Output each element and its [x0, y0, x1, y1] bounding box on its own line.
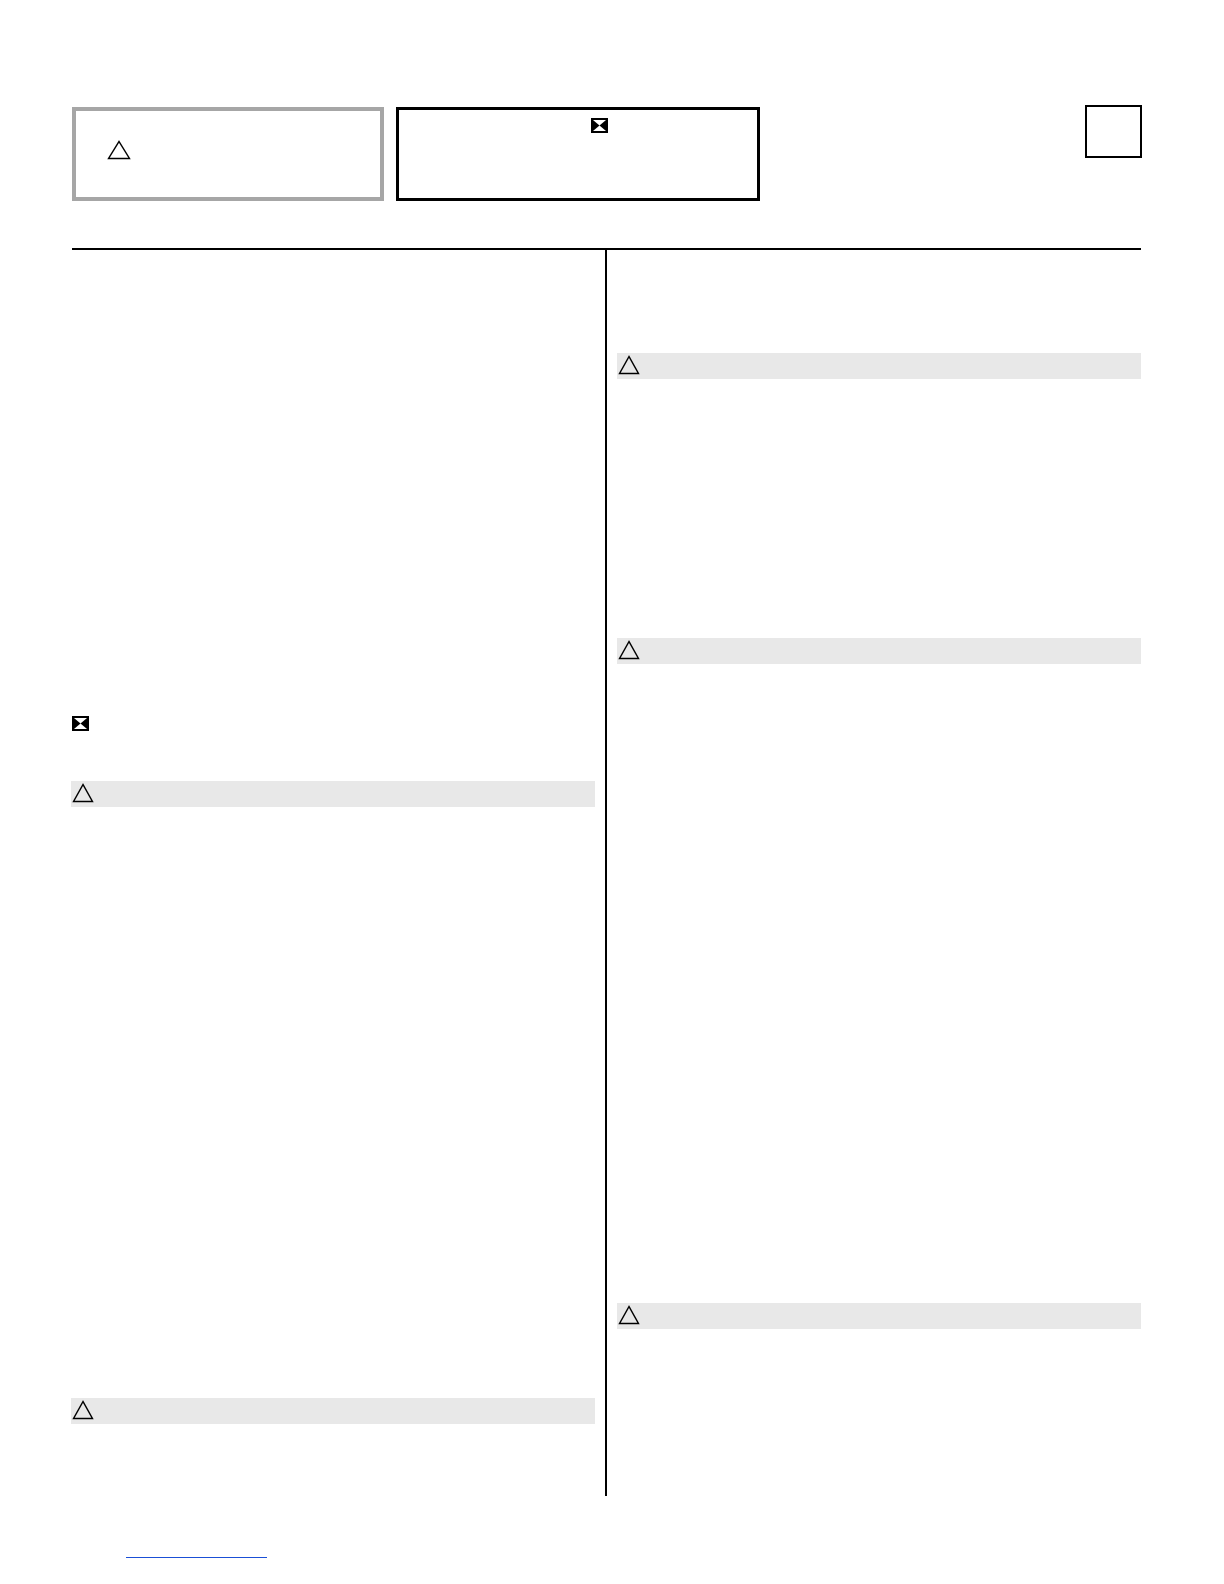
warning-bar	[617, 638, 1141, 664]
warning-triangle-icon	[72, 783, 94, 803]
warning-triangle-icon	[618, 355, 640, 375]
warning-bar	[617, 1303, 1141, 1329]
hourglass-icon	[591, 118, 608, 133]
warning-bar	[71, 781, 595, 807]
footer-link[interactable]	[126, 1557, 267, 1558]
warning-bar	[617, 353, 1141, 379]
warning-triangle-icon	[72, 1400, 94, 1420]
column-divider	[605, 248, 607, 1496]
warning-triangle-icon	[618, 640, 640, 660]
warning-triangle-icon	[618, 1305, 640, 1325]
note-legend-box	[396, 107, 760, 201]
warning-bar	[71, 1398, 595, 1424]
hourglass-icon	[72, 716, 89, 731]
warning-triangle-icon	[107, 140, 131, 160]
page-tab-box	[1085, 105, 1142, 158]
